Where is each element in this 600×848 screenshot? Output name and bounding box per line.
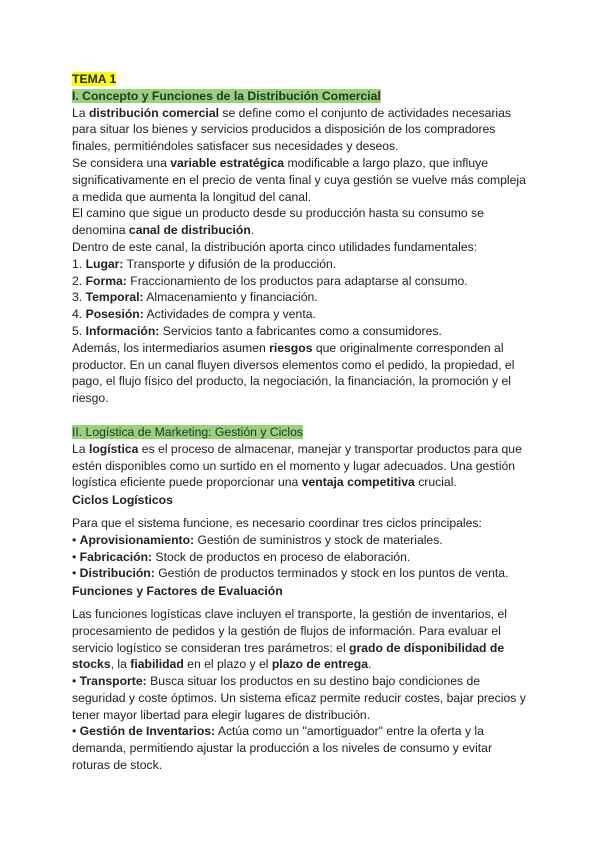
list-item: • Gestión de Inventarios: Actúa como un "amortiguador" entre la oferta y la demanda, permitiendo ajustar la producción a los niveles de consumo y evitar roturas de stock. — [72, 724, 493, 773]
list-item: • Aprovisionamiento: Gestión de suministros y stock de materiales. — [72, 532, 443, 547]
list-item: 3. Temporal: Almacenamiento y financiación. — [72, 290, 318, 305]
paragraph: Dentro de este canal, la distribución aporta cinco utilidades fundamentales: — [72, 239, 478, 254]
list-item: 4. Posesión: Actividades de compra y venta. — [72, 307, 316, 322]
list-item: 2. Forma: Fraccionamiento de los productos para adaptarse al consumo. — [72, 273, 468, 288]
paragraph: La distribución comercial se define como el conjunto de actividades necesarias para situar los bienes y servicios producidos a disposición de los compradores finales, permitiéndoles satisfacer sus necesidades y deseos. — [72, 105, 512, 154]
list-item: 1. Lugar: Transporte y difusión de la producción. — [72, 256, 337, 271]
subheading-funciones: Funciones y Factores de Evaluación — [72, 584, 283, 599]
subheading-ciclos: Ciclos Logísticos — [72, 493, 173, 508]
list-item: • Fabricación: Stock de productos en proceso de elaboración. — [72, 549, 411, 564]
paragraph: Se considera una variable estratégica modificable a largo plazo, que influye significativamente en el precio de venta final y cuya gestión se vuelve más compleja a medida que aumenta la longitud del canal. — [72, 155, 526, 204]
paragraph: Además, los intermediarios asumen riesgos que originalmente corresponden al productor. En un canal fluyen diversos elementos como el pedido, la propiedad, el pago, el flujo físico del producto, la negociación, la financiación, la promoción y el riesgo. — [72, 340, 515, 406]
document-page — [72, 71, 532, 774]
list-item: • Transporte: Busca situar los productos en su destino bajo condiciones de seguridad y coste óptimos. Un sistema eficaz permite reducir costes, bajar precios y tener mayor libertad para elegir lugares de distribución. — [72, 674, 526, 722]
paragraph: Para que el sistema funcione, es necesario coordinar tres ciclos principales: — [72, 515, 482, 530]
section-2-heading: II. Logística de Marketing: Gestión y Ciclos — [72, 424, 303, 439]
topic-label: TEMA 1 — [72, 72, 117, 86]
paragraph: Las funciones logísticas clave incluyen el transporte, la gestión de inventarios, el procesamiento de pedidos y la gestión de flujos de información. Para evaluar el servicio logístico se consideran tres parámetros: el grado de disponibilidad de stocks, la fiabilidad en el plazo y el plazo de entrega. — [72, 606, 507, 672]
paragraph: El camino que sigue un producto desde su producción hasta su consumo se denomina canal de distribución. — [72, 206, 484, 238]
section-1-heading: I. Concepto y Funciones de la Distribución Comercial — [72, 88, 381, 103]
list-item: • Distribución: Gestión de productos terminados y stock en los puntos de venta. — [72, 566, 509, 581]
list-item: 5. Información: Servicios tanto a fabricantes como a consumidores. — [72, 323, 442, 338]
paragraph: La logística es el proceso de almacenar, manejar y transportar productos para que estén disponibles como un surtido en el momento y lugar adecuados. Una gestión logística eficiente puede proporcionar una ventaja competitiva crucial. — [72, 441, 522, 490]
